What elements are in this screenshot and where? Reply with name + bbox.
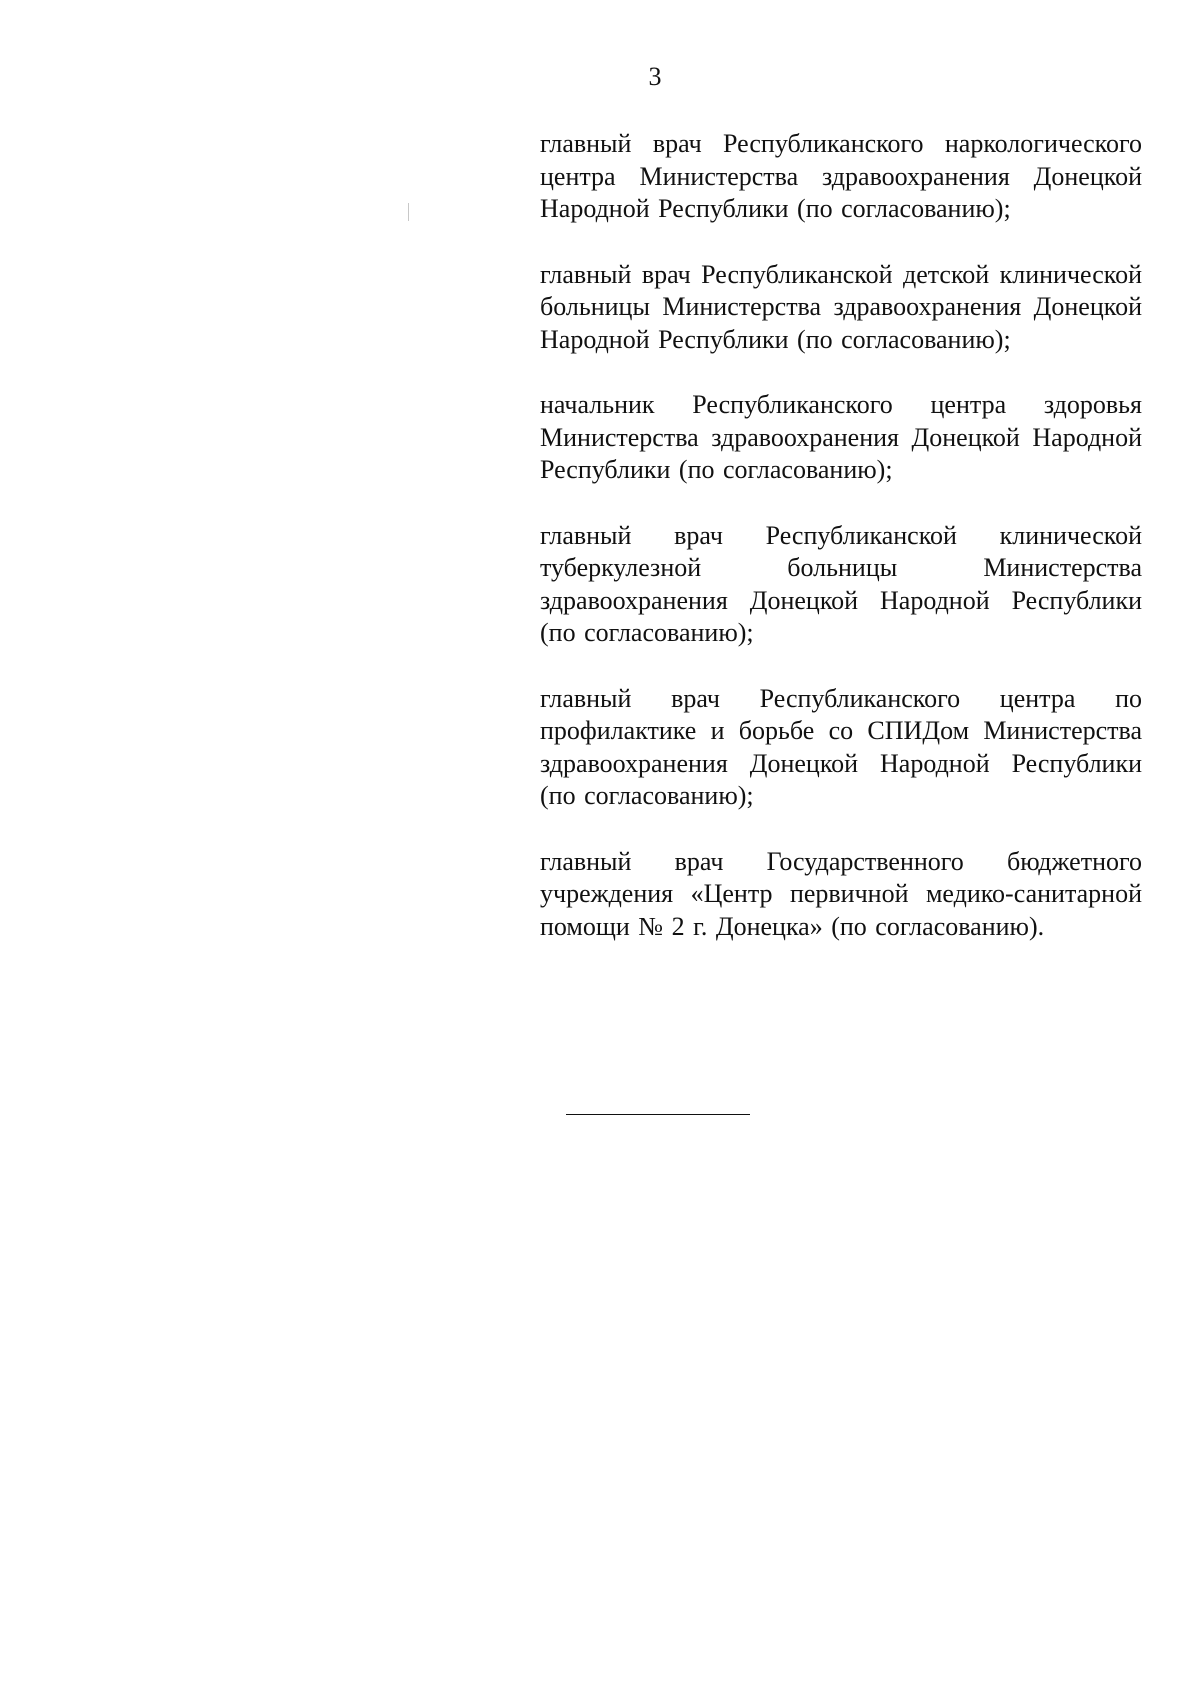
scan-artifact-mark: [408, 203, 409, 221]
member-entry-aids-center: главный врач Республиканского центра по профилактике и борьбе со СПИДом Министерства здравоохранения Донецкой Народной Республики (по согласованию);: [540, 683, 1142, 810]
member-list: [540, 128, 1142, 943]
member-entry-primary-care-center: главный врач Государственного бюджетного учреждения «Центр первичной медико-санитарной помощи № 2 г. Донецка» (по согласованию).: [540, 846, 1142, 941]
member-entry-tuberculosis-hospital: главный врач Республиканской клинической туберкулезной больницы Министерства здравоохранения Донецкой Народной Республики (по согласованию);: [540, 520, 1142, 647]
page-number: 3: [648, 62, 662, 91]
end-of-list-divider: [566, 1114, 750, 1115]
member-entry-health-center: начальник Республиканского центра здоровья Министерства здравоохранения Донецкой Народной Республики (по согласованию);: [540, 390, 1142, 484]
member-entry-childrens-hospital: главный врач Республиканской детской клинической больницы Министерства здравоохранения Донецкой Народной Республики (по согласованию);: [540, 259, 1142, 354]
member-entry-narcology-center: главный врач Республиканского наркологического центра Министерства здравоохранения Донецкой Народной Республики (по согласованию);: [540, 129, 1142, 223]
